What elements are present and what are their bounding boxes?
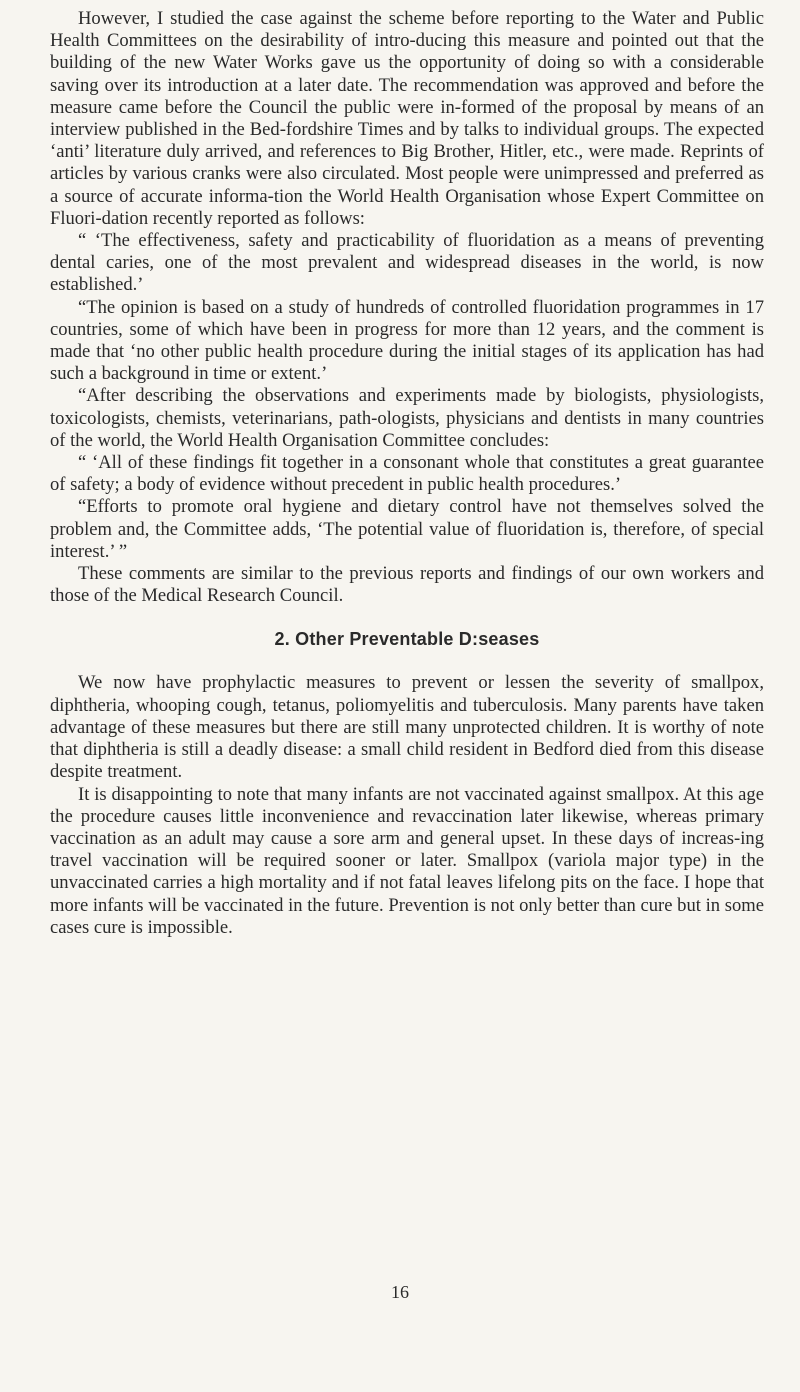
quote-opinion-basis: “The opinion is based on a study of hundreds of controlled fluoridation programmes in 17 countries, some of which have been in progress for more than 12 years, and the comment is made that ‘no other public health procedure during the initial stages of its application has had such a background in time or extent.’ xyxy=(50,296,764,385)
section-other-diseases xyxy=(50,672,764,938)
paragraph-smallpox-vaccination: It is disappointing to note that many infants are not vaccinated against smallpox. At this age the procedure causes little inconvenience and revaccination later likewise, whereas primary vaccination as an adult may cause a sore arm and general upset. In these days of increas-ing travel vaccination will be required sooner or later. Smallpox (variola major type) in the unvaccinated carries a high mortality and if not fatal leaves lifelong pits on the face. I hope that more infants will be vaccinated in the future. Prevention is not only better than cure but in some cases cure is impossible. xyxy=(50,783,764,938)
quote-after-describing: “After describing the observations and experiments made by biologists, physiologists, toxicologists, chemists, veterinarians, path-ologists, physicians and dentists in many countries of the world, the World Health Organisation Committee concludes: xyxy=(50,385,764,451)
paragraph-comments-similar: These comments are similar to the previous reports and findings of our own workers and those of the Medical Research Council. xyxy=(50,563,764,607)
paragraph-prophylactic-measures: We now have prophylactic measures to prevent or lessen the severity of smallpox, diphtheria, whooping cough, tetanus, poliomyelitis and tuberculosis. Many parents have taken advantage of these measures but there are still many unprotected children. It is worthy of note that diphtheria is still a deadly disease: a small child resident in Bedford died from this disease despite treatment. xyxy=(50,672,764,783)
quote-findings-fit: “ ‘All of these findings fit together in a consonant whole that constitutes a great guarantee of safety; a body of evidence without precedent in public health procedures.’ xyxy=(50,452,764,496)
paragraph-case-against-scheme: However, I studied the case against the scheme before reporting to the Water and Public Health Committees on the desirability of intro-ducing this measure and pointed out that the building of the new Water Works gave us the opportunity of doing so with a considerable saving over its introduction at a later date. The recommendation was approved and before the measure came before the Council the public were in-formed of the proposal by means of an interview published in the Bed-fordshire Times and by talks to individual groups. The expected ‘anti’ literature duly arrived, and references to Big Brother, Hitler, etc., were made. Reprints of articles by various cranks were also circulated. Most people were unimpressed and preferred as a source of accurate informa-tion the World Health Organisation whose Expert Committee on Fluori-dation recently reported as follows: xyxy=(50,8,764,229)
quote-efforts-oral-hygiene: “Efforts to promote oral hygiene and dietary control have not themselves solved the problem and, the Committee adds, ‘The potential value of fluoridation is, therefore, of special interest.’ ” xyxy=(50,496,764,562)
page-number: 16 xyxy=(391,1282,409,1302)
quote-effectiveness: “ ‘The effectiveness, safety and practicability of fluoridation as a means of preventing dental caries, one of the most prevalent and widespread diseases in the world, is now established.’ xyxy=(50,230,764,296)
section-heading-other-preventable-diseases: 2. Other Preventable D:seases xyxy=(274,629,540,650)
section-fluoridation xyxy=(50,8,764,607)
